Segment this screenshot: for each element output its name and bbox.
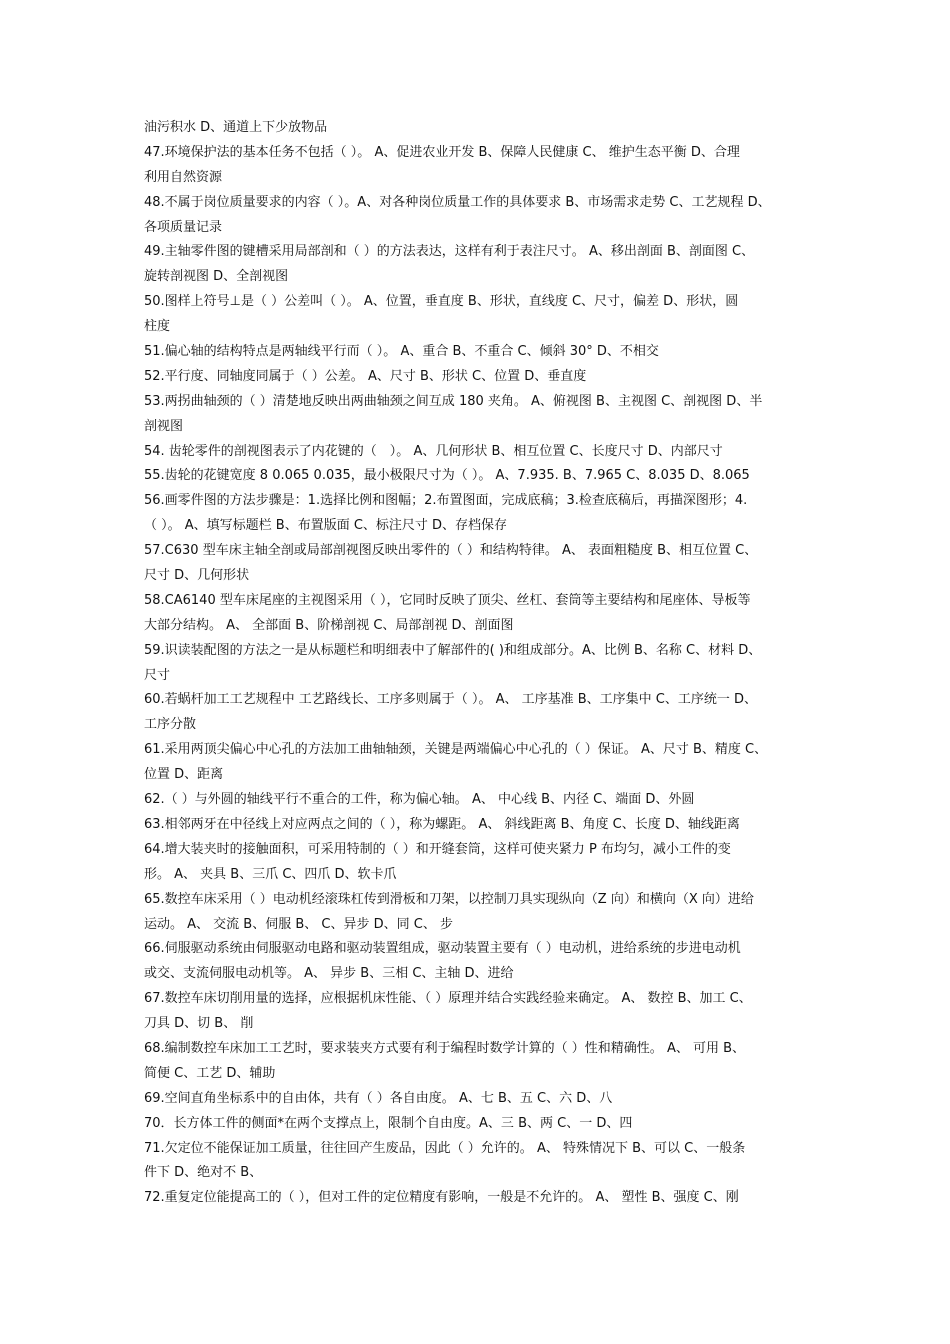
text-line: 件下 D、绝对不 B、	[144, 1165, 263, 1181]
text-line: 63.相邻两牙在中径线上对应两点之间的（ ），称为螺距。 A、 斜线距离 B、角度 C、长度 D、轴线距离	[144, 816, 740, 832]
text-line: 57.C630 型车床主轴全剖或局部剖视图反映出零件的（ ）和结构特律。 A、 表面粗糙度 B、相互位置 C、	[144, 543, 758, 559]
text-line: 或交、支流伺服电动机等。 A、 异步 B、三相 C、主轴 D、进给	[144, 966, 514, 982]
text-line: 66.伺服驱动系统由伺服驱动电路和驱动装置组成，驱动装置主要有（ ）电动机，进给系统的步进电动机	[144, 941, 741, 957]
text-line: 工序分散	[144, 717, 197, 733]
text-line: 简便 C、工艺 D、辅助	[144, 1065, 276, 1081]
text-line: 柱度	[144, 319, 171, 335]
text-line: （ ）。 A、填写标题栏 B、布置版面 C、标注尺寸 D、存档保存	[144, 518, 508, 534]
text-line: 71.欠定位不能保证加工质量，往往回产生废品，因此（ ）允许的。 A、 特殊情况下 B、可以 C、一般条	[144, 1140, 746, 1156]
document-body	[144, 116, 812, 1236]
text-line: 53.两拐曲轴颈的（ ）清楚地反映出两曲轴颈之间互成 180 夹角。 A、俯视图 B、主视图 C、剖视图 D、半	[144, 393, 763, 409]
text-line: 52.平行度、同轴度同属于（ ）公差。 A、尺寸 B、形状 C、位置 D、垂直度	[144, 368, 587, 384]
text-line: 72.重复定位能提高工的（ ），但对工件的定位精度有影响，一般是不允许的。 A、 塑性 B、强度 C、刚	[144, 1190, 739, 1206]
text-line	[144, 1211, 812, 1236]
text-line: 48.不属于岗位质量要求的内容（ ）。A、对各种岗位质量工作的具体要求 B、市场需求走势 C、工艺规程 D、	[144, 194, 771, 210]
text-line: 67.数控车床切削用量的选择，应根据机床性能、（ ）原理并结合实践经验来确定。 A、 数控 B、加工 C、	[144, 991, 752, 1007]
text-line: 60.若蜗杆加工工艺规程中 工艺路线长、工序多则属于（ ）。 A、 工序基准 B、工序集中 C、工序统一 D、	[144, 692, 758, 708]
text-line: 55.齿轮的花键宽度 8 0.065 0.035，最小极限尺寸为（ ）。 A、7.935. B、7.965 C、8.035 D、8.065	[144, 468, 750, 484]
text-line: 形。 A、 夹具 B、三爪 C、四爪 D、软卡爪	[144, 866, 397, 882]
text-line: 62.（ ）与外圆的轴线平行不重合的工件，称为偏心轴。 A、 中心线 B、内径 C、端面 D、外圆	[144, 792, 695, 808]
text-line: 49.主轴零件图的键槽采用局部剖和（ ）的方法表达，这样有利于表注尺寸。 A、移出剖面 B、剖面图 C、	[144, 244, 755, 260]
text-line: 尺寸 D、几何形状	[144, 568, 250, 584]
text-line: 油污积水 D、通道上下少放物品	[144, 120, 328, 135]
text-line: 59.识读装配图的方法之一是从标题栏和明细表中了解部件的( )和组成部分。A、比例 B、名称 C、材料 D、	[144, 642, 762, 658]
text-line: 刀具 D、切 B、 削	[144, 1016, 254, 1032]
text-line: 65.数控车床采用（ ）电动机经滚珠杠传到滑板和刀架，以控制刀具实现纵向（Z 向）和横向（X 向）进给	[144, 891, 754, 907]
text-line: 47.环境保护法的基本任务不包括（ ）。 A、促进农业开发 B、保障人民健康 C、 维护生态平衡 D、合理	[144, 144, 740, 160]
text-line: 大部分结构。 A、 全部面 B、阶梯剖视 C、局部剖视 D、剖面图	[144, 617, 514, 633]
text-line: 64.增大装夹时的接触面积，可采用特制的（ ）和开缝套筒，这样可使夹紧力 P 布均匀，减小工件的变	[144, 841, 731, 857]
text-line: 各项质量记录	[144, 219, 223, 235]
text-line: 54. 齿轮零件的剖视图表示了内花键的（ ）。 A、几何形状 B、相互位置 C、长度尺寸 D、内部尺寸	[144, 443, 723, 459]
text-line: 运动。 A、 交流 B、伺服 B、 C、异步 D、同 C、 步	[144, 916, 453, 932]
text-line: 位置 D、距离	[144, 767, 224, 783]
text-line: 旋转剖视图 D、全剖视图	[144, 269, 289, 285]
text-line: 剖视图	[144, 418, 184, 434]
text-line: 68.编制数控车床加工工艺时，要求装夹方式要有利于编程时数学计算的（ ）性和精确性。 A、 可用 B、	[144, 1040, 746, 1056]
text-line: 51.偏心轴的结构特点是两轴线平行而（ ）。 A、重合 B、不重合 C、倾斜 30° D、不相交	[144, 344, 659, 360]
text-line: 61.采用两顶尖偏心中心孔的方法加工曲轴轴颈，关键是两端偏心中心孔的（ ）保证。 A、尺寸 B、精度 C、	[144, 742, 768, 758]
text-line: 50.图样上符号⊥是（ ）公差叫（ ）。 A、位置，垂直度 B、形状，直线度 C、尺寸，偏差 D、形状，圆	[144, 294, 739, 310]
text-line: 56.画零件图的方法步骤是：1.选择比例和图幅；2.布置图面，完成底稿；3.检查底稿后，再描深图形；4.	[144, 493, 748, 509]
text-line: 利用自然资源	[144, 169, 223, 185]
text-line: 69.空间直角坐标系中的自由体，共有（ ）各自由度。 A、七 B、五 C、六 D、八	[144, 1090, 613, 1106]
text-line: 58.CA6140 型车床尾座的主视图采用（ ），它同时反映了顶尖、丝杠、套筒等主要结构和尾座体、导板等	[144, 592, 751, 608]
text-line: 尺寸	[144, 667, 171, 683]
text-line: 70．长方体工件的侧面*在两个支撑点上，限制个自由度。A、三 B、两 C、一 D、四	[144, 1115, 633, 1131]
